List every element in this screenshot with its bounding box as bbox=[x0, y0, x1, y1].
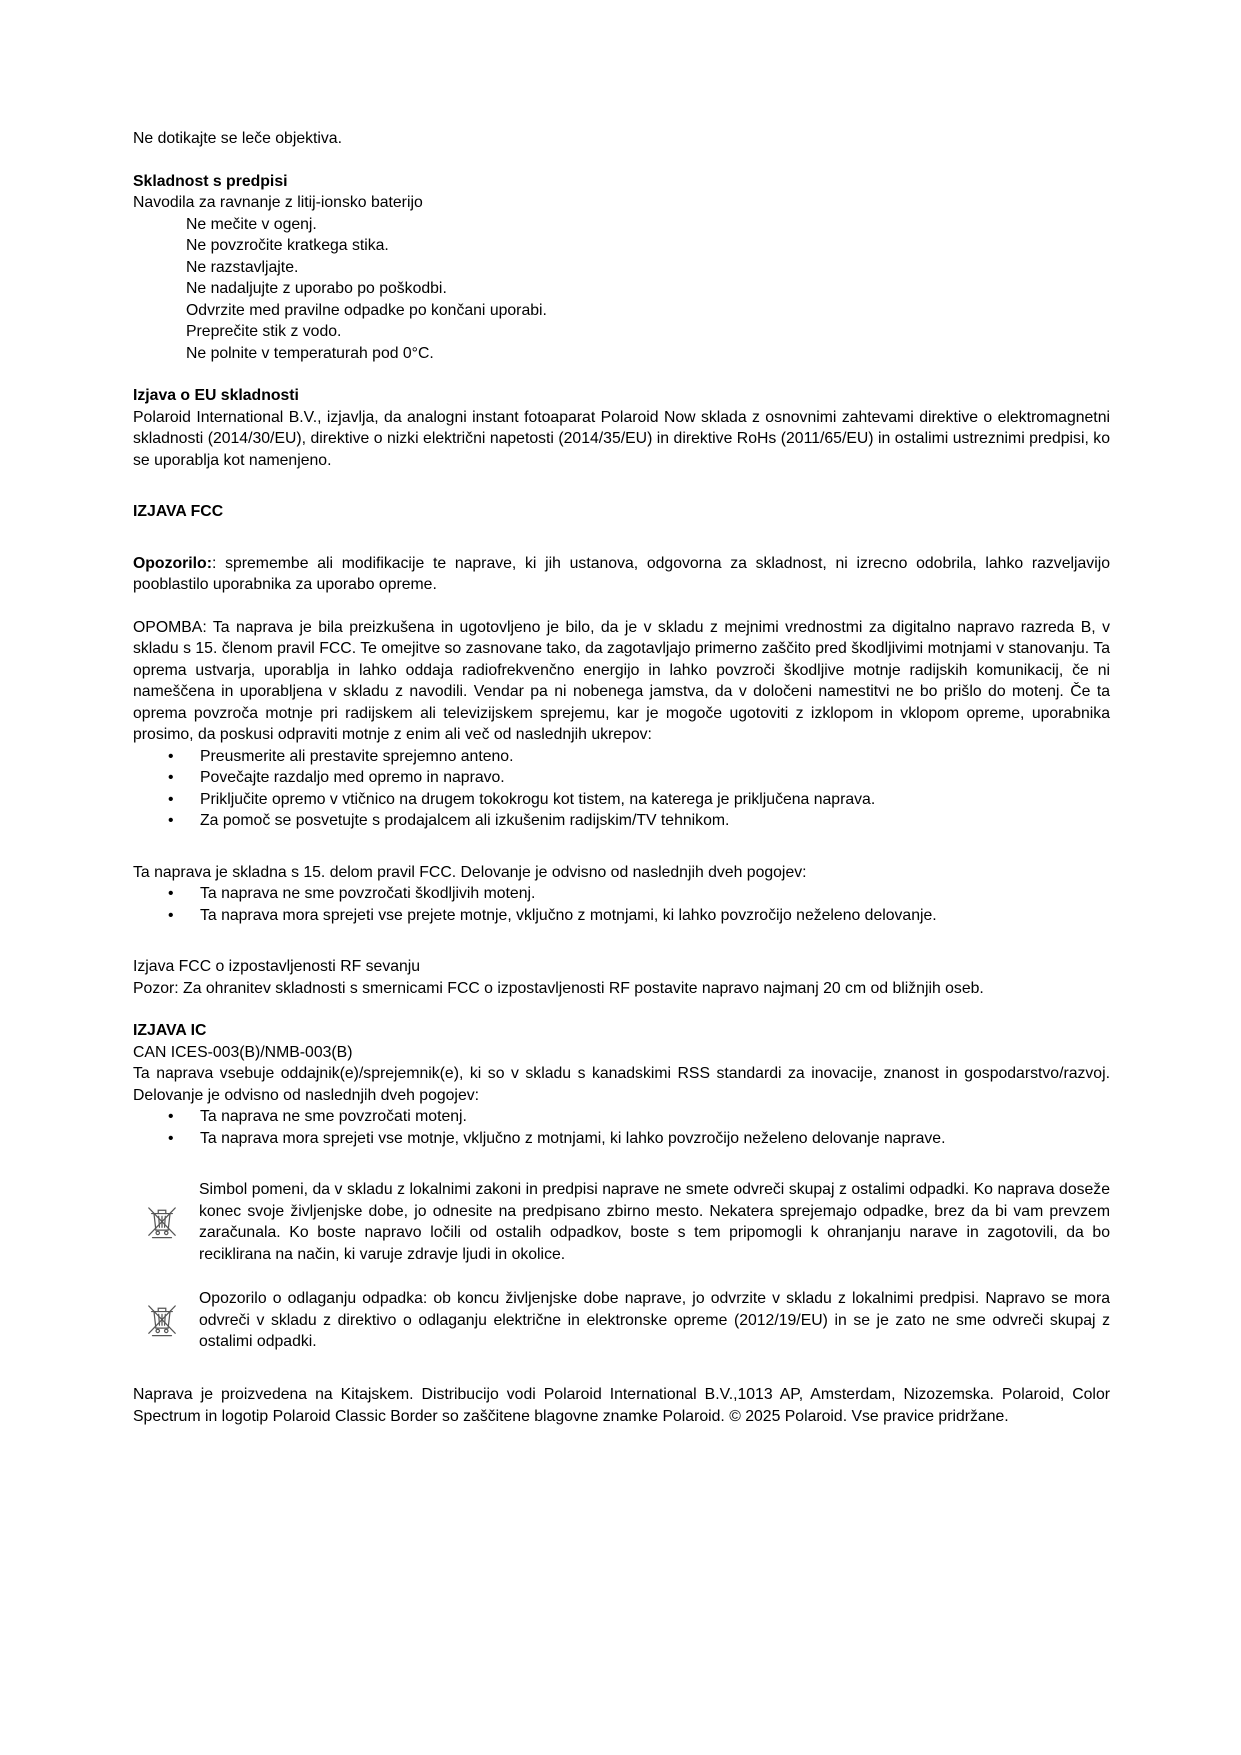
ic-standard-line: CAN ICES-003(B)/NMB-003(B) bbox=[133, 1043, 353, 1061]
weee-disposal-block bbox=[133, 1288, 1110, 1354]
ic-condition-item: • Ta naprava ne sme povzročati motenj. bbox=[133, 1106, 1110, 1128]
battery-instruction-item: Ne nadaljujte z uporabo po poškodbi. bbox=[186, 280, 447, 297]
battery-instruction-item: Ne razstavljajte. bbox=[186, 258, 299, 276]
compliance-subheading: Navodila za ravnanje z litij-ionsko baterijo bbox=[133, 194, 423, 211]
section-heading-compliance: Skladnost s predpisi bbox=[133, 172, 288, 190]
ic-body: Ta naprava vsebuje oddajnik(e)/sprejemnik(e), ki so v skladu s kanadskimi RSS standardi za inovacije, znanost in gospodarstvo/razvoj. Delovanje je odvisno od naslednjih dveh pogojev: bbox=[133, 1065, 1110, 1104]
fcc-rf-body: Pozor: Za ohranitev skladnosti s smernicami FCC o izpostavljenosti RF postavite napravo najmanj 20 cm od bližnjih oseb. bbox=[133, 979, 984, 997]
section-heading-fcc: IZJAVA FCC bbox=[133, 503, 224, 520]
fcc-remedy-item: • Preusmerite ali prestavite sprejemno anteno. bbox=[133, 746, 1110, 768]
battery-instruction-item: Ne polnite v temperaturah pod 0°C. bbox=[186, 344, 434, 362]
fcc-part15-condition-item: • Ta naprava ne sme povzročati škodljivih motenj. bbox=[133, 883, 1110, 905]
weee-symbol-paragraph: Simbol pomeni, da v skladu z lokalnimi zakoni in predpisi naprave ne smete odvreči skupaj z ostalimi odpadki. Ko naprava doseže konec svoje življenjske dobe, jo odnesite na predpisano zbirno mesto. Nekatera sprejemajo odpadke, brez da bi vam prevzem zaračunala. Ko boste napravo ločili od ostalih odpadkov, boste s tem pripomogli k ohranjanju narave in zagotovili, da bo reciklirana na način, ki varuje zdravje ljudi in okolice. bbox=[199, 1181, 1110, 1263]
fcc-remedy-list bbox=[133, 746, 1110, 832]
section-heading-eu-declaration: Izjava o EU skladnosti bbox=[133, 387, 299, 404]
battery-instruction-list bbox=[133, 214, 1110, 365]
fcc-rf-heading: Izjava FCC o izpostavljenosti RF sevanju bbox=[133, 958, 421, 975]
fcc-remedy-item: • Povečajte razdaljo med opremo in napravo. bbox=[133, 767, 1110, 789]
footer-paragraph: Naprava je proizvedena na Kitajskem. Distribucijo vodi Polaroid International B.V.,1013 AP, Amsterdam, Nizozemska. Polaroid, Color Spectrum in logotip Polaroid Classic Border so zaščitene blagovne znamke Polaroid. © 2025 Polaroid. Vse pravice pridržane. bbox=[133, 1386, 1110, 1425]
weee-symbol-block bbox=[133, 1179, 1110, 1267]
weee-disposal-paragraph: Opozorilo o odlaganju odpadka: ob koncu življenjske dobe naprave, jo odvrzite v skladu z lokalnimi predpisi. Napravo se mora odvreči v skladu z direktivo o odlaganju električne in elektronske opreme (2012/19/EU) in se je zato ne sme odvreči skupaj z ostalimi odpadki. bbox=[199, 1290, 1110, 1350]
battery-instruction-item: Ne mečite v ogenj. bbox=[186, 215, 317, 233]
fcc-warning-label: Opozorilo: bbox=[133, 554, 212, 572]
section-heading-ic: IZJAVA IC bbox=[133, 1022, 207, 1039]
fcc-part15-intro: Ta naprava je skladna s 15. delom pravil FCC. Delovanje je odvisno od naslednjih dveh pogojev: bbox=[133, 863, 807, 881]
fcc-part15-condition-item: • Ta naprava mora sprejeti vse prejete motnje, vključno z motnjami, ki lahko povzročijo neželeno delovanje. bbox=[133, 905, 1110, 927]
battery-instruction-item: Odvrzite med pravilne odpadke po končani uporabi. bbox=[186, 301, 547, 319]
fcc-remedy-item: • Za pomoč se posvetujte s prodajalcem ali izkušenim radijskim/TV tehnikom. bbox=[133, 810, 1110, 832]
eu-declaration-body: Polaroid International B.V., izjavlja, da analogni instant fotoaparat Polaroid Now sklada z osnovnimi zahtevami direktive o elektromagnetni skladnosti (2014/30/EU), direktive o nizki električni napetosti (2014/35/EU) in direktive RoHs (2011/65/EU) in ostalimi ustreznimi predpisi, ko se uporablja kot namenjeno. bbox=[133, 408, 1110, 469]
ic-condition-item: • Ta naprava mora sprejeti vse motnje, vključno z motnjami, ki lahko povzročijo neželeno delovanje naprave. bbox=[133, 1128, 1110, 1150]
weee-bin-icon bbox=[133, 1179, 199, 1267]
fcc-warning-body: : spremembe ali modifikacije te naprave, ki jih ustanova, odgovorna za skladnost, ni izrecno odobrila, lahko razveljavijo pooblastilo uporabnika za uporabo opreme. bbox=[133, 554, 1110, 593]
fcc-remedy-item: • Priključite opremo v vtičnico na drugem tokokrogu kot tistem, na katerega je priključena naprava. bbox=[133, 789, 1110, 811]
battery-instruction-item: Ne povzročite kratkega stika. bbox=[186, 237, 389, 254]
intro-line: Ne dotikajte se leče objektiva. bbox=[133, 130, 342, 147]
battery-instruction-item: Preprečite stik z vodo. bbox=[186, 323, 342, 340]
fcc-part15-condition-list bbox=[133, 883, 1110, 926]
fcc-warning-paragraph bbox=[133, 553, 1110, 596]
fcc-note-paragraph: OPOMBA: Ta naprava je bila preizkušena in ugotovljeno je bilo, da je v skladu z mejnimi vrednostmi za digitalno napravo razreda B, v skladu s 15. členom pravil FCC. Te omejitve so zasnovane tako, da zagotavljajo primerno zaščito pred škodljivimi motnjami v stanovanju. Ta oprema ustvarja, uporablja in lahko oddaja radiofrekvenčno energijo in lahko povzroči škodljive motnje radijskih komunikacij, če ni nameščena in uporabljena v skladu z navodili. Vendar pa ni nobenega jamstva, da v določeni namestitvi ne bo prišlo do motenj. Če ta oprema povzroča motnje pri radijskem ali televizijskem sprejemu, kar je mogoče ugotoviti z izklopom in vklopom opreme, uporabnika prosimo, da poskusi odpraviti motnje z enim ali več od naslednjih ukrepov: bbox=[133, 618, 1110, 743]
weee-bin-icon bbox=[133, 1288, 199, 1354]
ic-condition-list bbox=[133, 1106, 1110, 1149]
